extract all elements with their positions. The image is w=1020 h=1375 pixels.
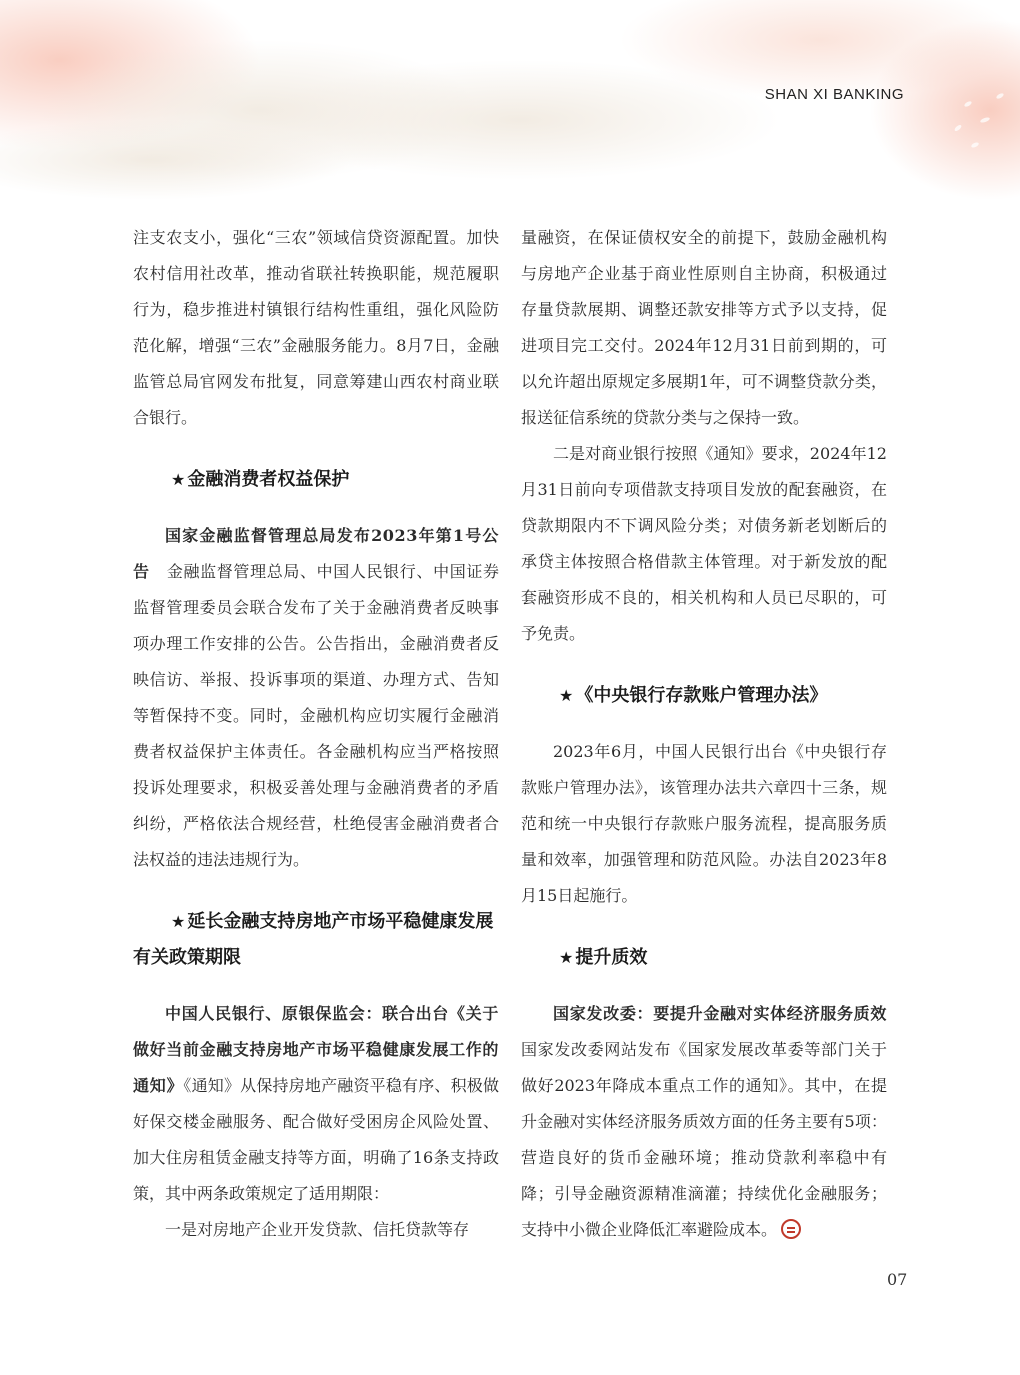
star-icon: ★	[171, 470, 186, 489]
right-column	[521, 220, 887, 1248]
paragraph: 注支农支小，强化“三农”领域信贷资源配置。加快农村信用社改革，推动省联社转换职能，规范履职行为，稳步推进村镇银行结构性重组，强化风险防范化解，增强“三农”金融服务能力。8月7日，金融监管总局官网发布批复，同意筹建山西农村商业联合银行。	[133, 228, 499, 427]
lead-in: 中国人民银行、原银保监会：联合出台《关于做好当前金融支持房地产市场平稳健康发展工作的通知》	[133, 1004, 499, 1095]
end-mark-icon	[781, 1219, 801, 1239]
paragraph: 2023年6月，中国人民银行出台《中央银行存款账户管理办法》，该管理办法共六章四十三条，规范和统一中央银行存款账户服务流程，提高服务质量和效率，加强管理和防范风险。办法自2023年8月15日起施行。	[521, 742, 887, 905]
left-column	[133, 220, 499, 1248]
lead-in: 国家金融监督管理总局发布2023年第1号公告	[133, 526, 499, 581]
paragraph: 一是对房地产企业开发贷款、信托贷款等存	[165, 1220, 470, 1239]
star-icon: ★	[559, 948, 574, 967]
paragraph: 中国人民银行、原银保监会：联合出台《关于做好当前金融支持房地产市场平稳健康发展工作的通知》《通知》从保持房地产融资平稳有序、积极做好保交楼金融服务、配合做好受困房企风险处置、加大住房租赁金融支持等方面，明确了16条支持政策，其中两条政策规定了适用期限：	[133, 1004, 499, 1203]
section-heading: ★ 提升质效	[559, 947, 648, 968]
lead-in: 国家发改委：要提升金融对实体经济服务质效	[553, 1004, 887, 1023]
section-heading: ★ 延长金融支持房地产市场平稳健康发展有关政策期限	[133, 911, 494, 968]
paragraph: 量融资，在保证债权安全的前提下，鼓励金融机构与房地产企业基于商业性原则自主协商，积极通过存量贷款展期、调整还款安排等方式予以支持，促进项目完工交付。2024年12月31日前到期的，可以允许超出原规定多展期1年，可不调整贷款分类，报送征信系统的贷款分类与之保持一致。	[521, 228, 887, 427]
star-icon: ★	[559, 686, 574, 705]
paragraph: 国家金融监督管理总局发布2023年第1号公告 金融监督管理总局、中国人民银行、中国证券监督管理委员会联合发布了关于金融消费者反映事项办理工作安排的公告。公告指出，金融消费者反映信访、举报、投诉事项的渠道、办理方式、告知等暂保持不变。同时，金融机构应切实履行金融消费者权益保护主体责任。各金融机构应当严格按照投诉处理要求，积极妥善处理与金融消费者的矛盾纠纷，严格依法合规经营，杜绝侵害金融消费者合法权益的违法违规行为。	[133, 526, 499, 869]
page-number: 07	[887, 1270, 908, 1289]
paragraph: 国家发改委：要提升金融对实体经济服务质效 国家发改委网站发布《国家发展改革委等部门关于做好2023年降成本重点工作的通知》。其中，在提升金融对实体经济服务质效方面的任务主要有5项：营造良好的货币金融环境；推动贷款利率稳中有降；引导金融资源精准滴灌；持续优化金融服务；支持中小微企业降低汇率避险成本。	[521, 1004, 887, 1239]
section-heading: ★ 《中央银行存款账户管理办法》	[559, 685, 828, 706]
section-heading: ★ 金融消费者权益保护	[171, 469, 350, 490]
star-icon: ★	[171, 912, 186, 931]
header-decoration	[0, 0, 1020, 200]
running-head: SHAN XI BANKING	[764, 86, 904, 103]
paragraph: 二是对商业银行按照《通知》要求，2024年12月31日前向专项借款支持项目发放的配套融资，在贷款期限内不下调风险分类；对债务新老划断后的承贷主体按照合格借款主体管理。对于新发放的配套融资形成不良的，相关机构和人员已尽职的，可予免责。	[521, 444, 887, 643]
